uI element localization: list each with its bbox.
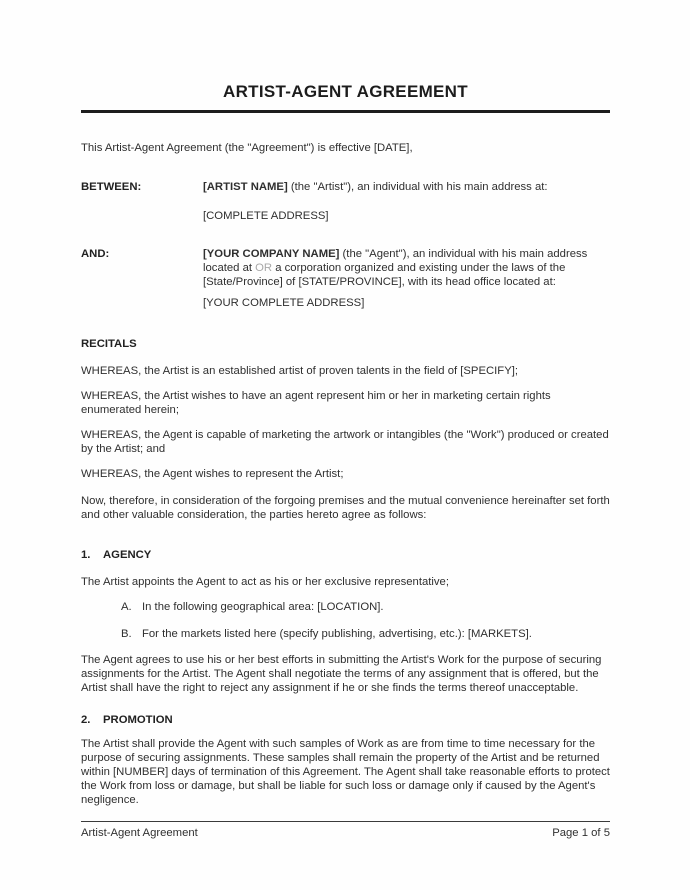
- recitals-heading: RECITALS: [81, 338, 137, 350]
- artist-clause: [203, 180, 610, 194]
- list-marker-a: A.: [121, 601, 132, 613]
- agent-company-placeholder: [YOUR COMPANY NAME]: [203, 248, 340, 260]
- between-label: BETWEEN:: [81, 181, 142, 193]
- section-1-closing-paragraph: The Agent agrees to use his or her best efforts in submitting the Artist's Work for the purpose of securing assignments for the Artist. The Agent shall negotiate the terms of any assignment that is offered, but the Artist shall have the right to reject any assignment if he or she finds the terms thereof unacceptable.: [81, 654, 602, 694]
- title-rule: [81, 110, 610, 113]
- whereas-clause-1: WHEREAS, the Artist is an established artist of proven talents in the field of [SPECIFY];: [81, 365, 519, 377]
- and-row: [81, 247, 610, 289]
- agent-clause: [203, 247, 610, 289]
- whereas-clause-2: WHEREAS, the Artist wishes to have an agent represent him or her in marketing certain rights enumerated herein;: [81, 390, 551, 416]
- section-2-heading: [81, 713, 610, 727]
- footer-page-number: Page 1 of 5: [552, 827, 610, 839]
- and-label: AND:: [81, 248, 110, 260]
- list-item-b: [121, 627, 610, 641]
- list-item-a: [121, 600, 610, 614]
- section-1-paragraph: The Artist appoints the Agent to act as his or her exclusive representative;: [81, 576, 449, 588]
- agent-clause-text-2: a corporation organized and existing under the laws of the [State/Province] of [STATE/PROVINCE], with its head office located at:: [203, 262, 566, 288]
- whereas-clause-4: WHEREAS, the Agent wishes to represent the Artist;: [81, 468, 344, 480]
- agent-address-placeholder: [YOUR COMPLETE ADDRESS]: [203, 297, 365, 309]
- list-text-a: In the following geographical area: [LOCATION].: [142, 601, 384, 613]
- intro-clause: This Artist-Agent Agreement (the "Agreement") is effective [DATE],: [81, 142, 413, 154]
- between-row: [81, 180, 610, 194]
- page-footer: [81, 826, 610, 840]
- or-conjunction: OR: [255, 262, 273, 274]
- footer-doc-title: Artist-Agent Agreement: [81, 827, 198, 839]
- agent-clause-text-1: (the "Agent"), an individual with his main address located at: [203, 248, 588, 274]
- footer-rule: [81, 821, 610, 822]
- now-therefore-clause: Now, therefore, in consideration of the forgoing premises and the mutual convenience hereinafter set forth and other valuable consideration, the parties hereto agree as follows:: [81, 495, 610, 521]
- whereas-clause-3: WHEREAS, the Agent is capable of marketing the artwork or intangibles (the "Work") produced or created by the Artist; and: [81, 429, 609, 455]
- document-title: ARTIST-AGENT AGREEMENT: [223, 82, 468, 101]
- section-2-number: 2.: [81, 714, 91, 726]
- section-2-title: PROMOTION: [103, 714, 173, 726]
- list-marker-b: B.: [121, 628, 132, 640]
- artist-clause-text: (the "Artist"), an individual with his main address at:: [287, 181, 548, 193]
- section-1-number: 1.: [81, 549, 91, 561]
- section-1-heading: [81, 548, 610, 562]
- artist-address-placeholder: [COMPLETE ADDRESS]: [203, 210, 329, 222]
- section-1-title: AGENCY: [103, 549, 152, 561]
- list-text-b: For the markets listed here (specify publishing, advertising, etc.): [MARKETS].: [142, 628, 532, 640]
- section-2-paragraph: The Artist shall provide the Agent with such samples of Work as are from time to time necessary for the purpose of securing assignments. These samples shall remain the property of the Artist and be returned within [NUMBER] days of termination of this Agreement. The Agent shall take reasonable efforts to protect the Work from loss or damage, but shall be liable for such loss or damage only if caused by the Agent's negligence.: [81, 738, 610, 806]
- artist-name-placeholder: [ARTIST NAME]: [203, 181, 288, 193]
